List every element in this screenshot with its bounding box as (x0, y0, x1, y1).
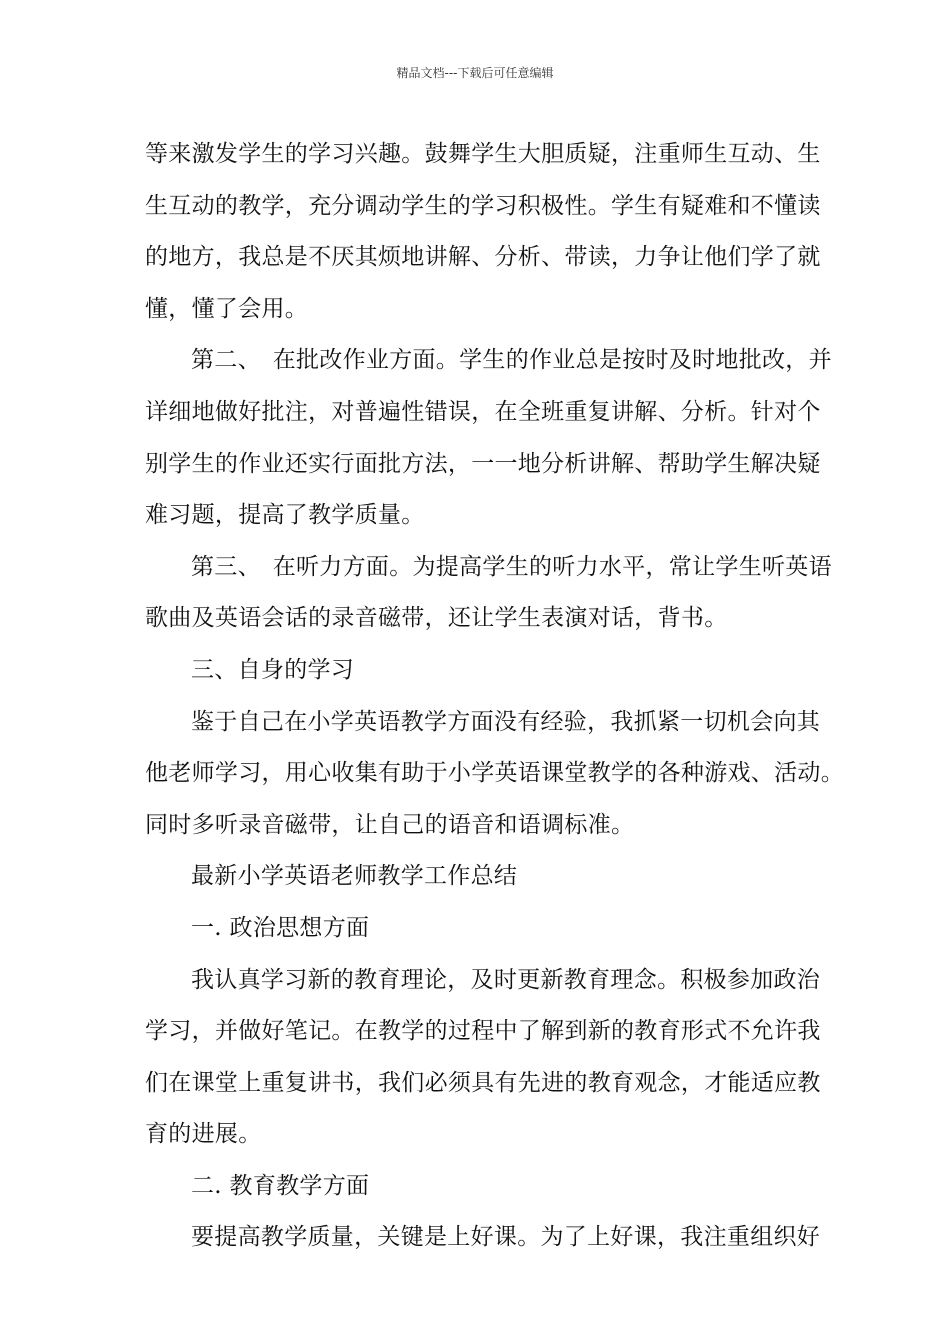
text-line: 第三、 在听力方面。为提高学生的听力水平，常让学生听英语 (191, 553, 832, 580)
text-line: 育的进展。 (145, 1121, 262, 1148)
text-line: 别学生的作业还实行面批方法，一一地分析讲解、帮助学生解决疑 (145, 450, 821, 477)
text-line: 三、自身的学习 (191, 656, 355, 683)
text-line: 们在课堂上重复讲书，我们必须具有先进的教育观念，才能适应教 (145, 1069, 821, 1096)
text-line: 他老师学习，用心收集有助于小学英语课堂教学的各种游戏、活动。 (145, 760, 844, 787)
text-line: 第二、 在批改作业方面。学生的作业总是按时及时地批改，并 (191, 347, 832, 374)
text-line: 详细地做好批注，对普遍性错误，在全班重复讲解、分析。针对个 (145, 398, 821, 425)
page-header: 精品文档---下载后可任意编辑 (396, 66, 554, 80)
text-line: 同时多听录音磁带，让自己的语音和语调标准。 (145, 811, 635, 838)
text-line: 难习题，提高了教学质量。 (145, 502, 425, 529)
text-line: 要提高教学质量，关键是上好课。为了上好课，我注重组织好 (191, 1224, 821, 1251)
text-line: 生互动的教学，充分调动学生的学习积极性。学生有疑难和不懂读 (145, 192, 821, 219)
text-line: 二. 教育教学方面 (191, 1172, 370, 1199)
text-line: 等来激发学生的学习兴趣。鼓舞学生大胆质疑，注重师生互动、生 (145, 141, 821, 167)
text-line: 懂，懂了会用。 (145, 295, 309, 322)
text-line: 歌曲及英语会话的录音磁带，还让学生表演对话，背书。 (145, 605, 728, 632)
text-line: 的地方，我总是不厌其烦地讲解、分析、带读，力争让他们学了就 (145, 244, 821, 271)
text-line: 我认真学习新的教育理论，及时更新教育理念。积极参加政治 (191, 966, 821, 993)
document-body (145, 130, 844, 1265)
text-line: 学习，并做好笔记。在教学的过程中了解到新的教育形式不允许我 (145, 1018, 821, 1045)
text-line: 鉴于自己在小学英语教学方面没有经验，我抓紧一切机会向其 (191, 708, 821, 735)
text-line: 最新小学英语老师教学工作总结 (191, 863, 518, 890)
text-line: 一. 政治思想方面 (191, 914, 370, 941)
